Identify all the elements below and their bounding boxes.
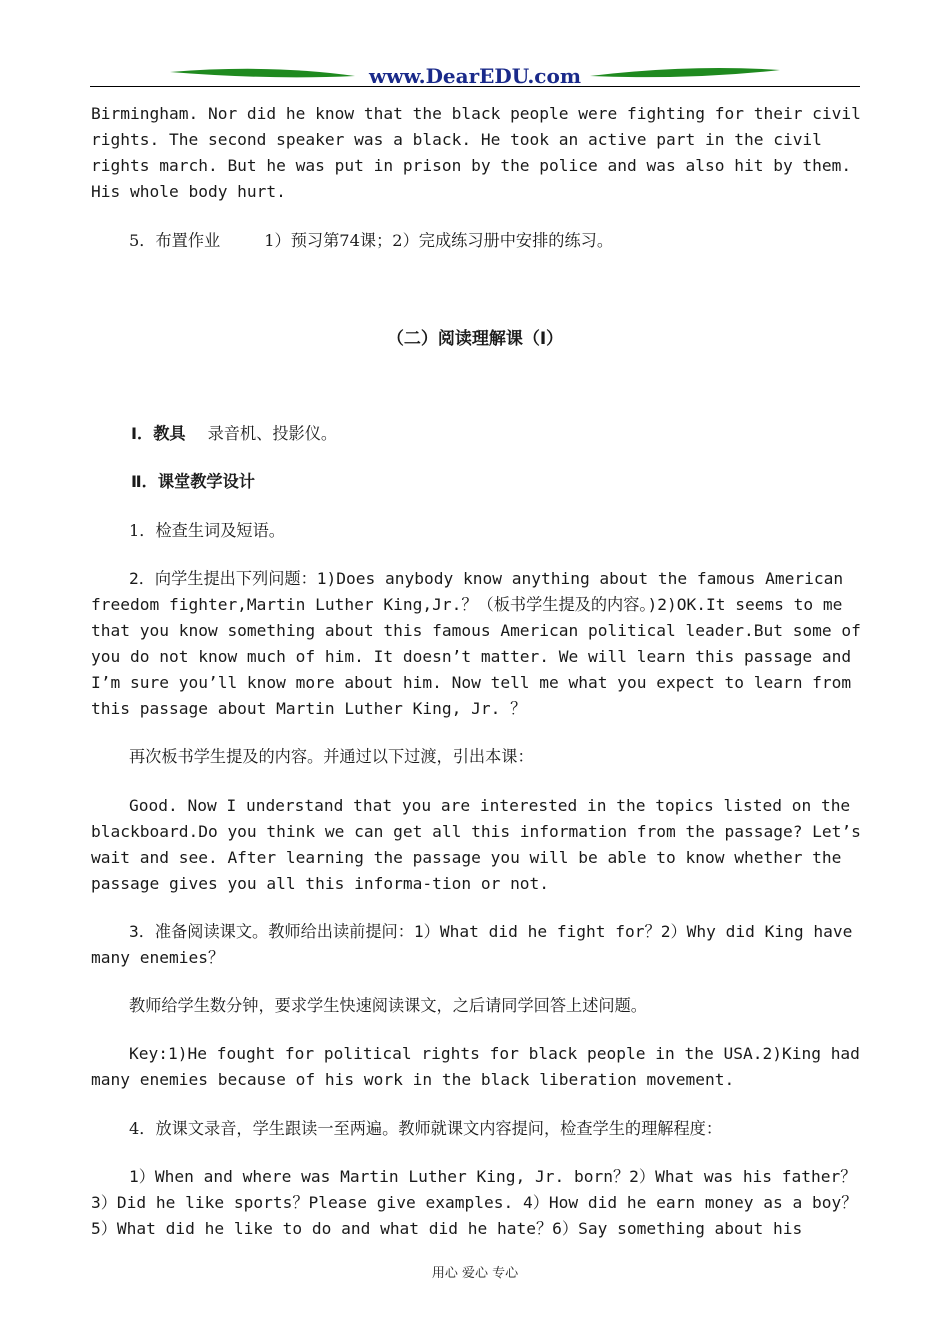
tools-line [131,421,906,447]
step-3-note: 教师给学生数分钟，要求学生快速阅读课文，之后请同学回答上述问题。 [129,996,647,1015]
tools-label: Ⅰ．教具 [131,424,186,443]
page-footer: 用心 爱心 专心 [431,1266,519,1281]
step-4-questions: 1）When and where was Martin Luther King, Jr. born？2）What was his father？3）Did he like sports？Please give examples. 4）How did he earn money as a boy？5）What did he like to do and what did he hate？6）Say something about his [91,1167,858,1238]
continued-paragraph: Birmingham. Nor did he know that the black people were fighting for their civil rights. The second speaker was a black. He took an active part in the civil rights march. But he was put in prison by the police and was also hit by them. His whole body hurt. [91,104,871,201]
section-title: （二）阅读理解课（Ⅰ） [386,329,564,349]
step-4: 4．放课文录音，学生跟读一至两遍。教师就课文内容提问，检查学生的理解程度： [129,1119,723,1138]
tools-text: 录音机、投影仪。 [207,424,338,443]
homework-label: 5．布置作业 [129,231,221,250]
step-2-note: 再次板书学生提及的内容。并通过以下过渡，引出本课： [129,747,534,766]
step-3-key: Key:1)He fought for political rights for black people in the USA.2)King had many enemies because of his work in the black liberation movement. [91,1044,870,1089]
step-3: 3．准备阅读课文。教师给出读前提问：1）What did he fight for？2）Why did King have many enemies？ [91,922,863,967]
design-heading: Ⅱ．课堂教学设计 [131,472,255,491]
step-2-transition: Good. Now I understand that you are interested in the topics listed on the blackboard.Do you think we can get all this information from the passage? Let’s wait and see. After learning the passage you will be able to know whether the passage gives you all this informa-tion or not. [91,796,871,893]
header-divider [90,86,860,87]
header-logo-text: www.DearEDU.com [368,64,582,88]
homework-text: 1）预习第74课；2）完成练习册中安排的练习。 [264,231,614,250]
homework-line [129,228,904,254]
step-1: 1．检查生词及短语。 [129,521,285,540]
step-2: 2．向学生提出下列问题：1)Does anybody know anything about the famous American freedom fighter,Martin Luther King,Jr.？（板书学生提及的内容。)2)OK.It seems to me that you know something about this famous American political leader.But some of you do not know much of him. It doesn’t matter. We will learn this passage and I’m sure you’ll know more about him. Now tell me what you expect to learn from this passage about Martin Luther King, Jr. ？ [91,569,871,718]
